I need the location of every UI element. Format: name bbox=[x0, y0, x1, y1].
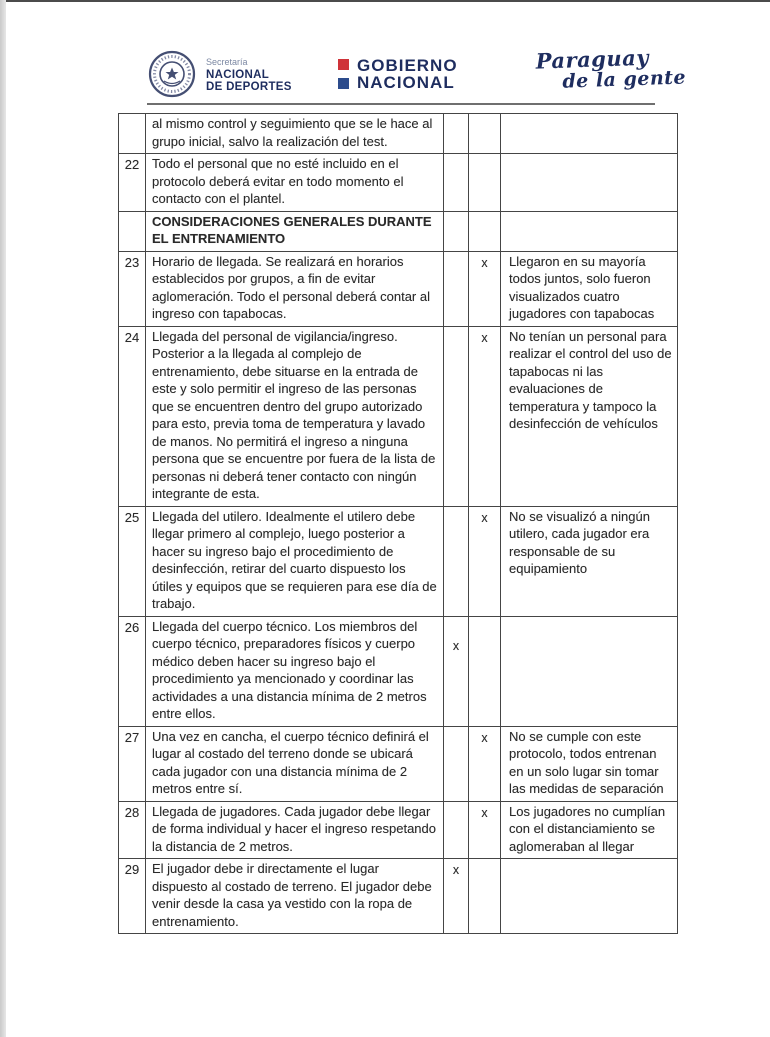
letterhead bbox=[0, 0, 770, 113]
header-divider-rule bbox=[147, 103, 655, 105]
row-observation bbox=[501, 211, 678, 251]
table-row bbox=[119, 726, 678, 801]
row-check-noncompliant: x bbox=[469, 801, 501, 859]
seal-secretaria-label: Secretaría bbox=[206, 56, 248, 67]
row-number bbox=[119, 211, 146, 251]
row-observation: No se visualizó a ningún utilero, cada jugador era responsable de su equipamiento bbox=[501, 506, 678, 616]
gobierno-nacional-logo bbox=[338, 57, 458, 91]
row-check-compliant bbox=[444, 326, 469, 506]
paraguay-de-la-gente-logo bbox=[535, 45, 686, 92]
row-check-compliant bbox=[444, 726, 469, 801]
table-row bbox=[119, 859, 678, 934]
scan-artifact-left-edge bbox=[0, 0, 6, 1037]
row-check-compliant: x bbox=[444, 616, 469, 726]
row-requirement-text: Una vez en cancha, el cuerpo técnico definirá el lugar al costado del terreno donde se ubicará cada jugador con una distancia mínima de 2 metros entre sí. bbox=[146, 726, 444, 801]
row-requirement-text: CONSIDERACIONES GENERALES DURANTE EL ENTRENAMIENTO bbox=[146, 211, 444, 251]
table-row bbox=[119, 506, 678, 616]
row-number: 23 bbox=[119, 251, 146, 326]
row-requirement-text: al mismo control y seguimiento que se le hace al grupo inicial, salvo la realización del test. bbox=[146, 114, 444, 154]
row-check-compliant bbox=[444, 211, 469, 251]
row-check-noncompliant bbox=[469, 616, 501, 726]
row-number: 26 bbox=[119, 616, 146, 726]
row-requirement-text: Llegada de jugadores. Cada jugador debe llegar de forma individual y hacer el ingreso respetando la distancia de 2 metros. bbox=[146, 801, 444, 859]
row-check-noncompliant bbox=[469, 859, 501, 934]
row-observation: No se cumple con este protocolo, todos entrenan en un solo lugar sin tomar las medidas de separación bbox=[501, 726, 678, 801]
row-requirement-text: Llegada del cuerpo técnico. Los miembros del cuerpo técnico, preparadores físicos y cuerpo médico deben hacer su ingreso bajo el procedimiento ya mencionado y coordinar las actividades a una distancia mínima de 2 metros entre ellos. bbox=[146, 616, 444, 726]
table-row bbox=[119, 326, 678, 506]
row-check-compliant bbox=[444, 114, 469, 154]
row-requirement-text: Horario de llegada. Se realizará en horarios establecidos por grupos, a fin de evitar aglomeración. Todo el personal deberá contar al ingreso con tapabocas. bbox=[146, 251, 444, 326]
table-row bbox=[119, 251, 678, 326]
row-check-noncompliant bbox=[469, 114, 501, 154]
row-number: 27 bbox=[119, 726, 146, 801]
row-observation bbox=[501, 114, 678, 154]
row-check-compliant bbox=[444, 154, 469, 212]
national-sports-secretariat-logo bbox=[148, 50, 292, 98]
row-number: 28 bbox=[119, 801, 146, 859]
row-check-compliant bbox=[444, 251, 469, 326]
seal-deportes-label: DE DEPORTES bbox=[206, 80, 292, 93]
row-observation: No tenían un personal para realizar el control del uso de tapabocas ni las evaluaciones de temperatura y tampoco la desinfección de vehículos bbox=[501, 326, 678, 506]
protocol-compliance-table bbox=[118, 113, 678, 934]
row-number: 29 bbox=[119, 859, 146, 934]
table-row bbox=[119, 154, 678, 212]
table-row bbox=[119, 211, 678, 251]
row-check-noncompliant: x bbox=[469, 251, 501, 326]
row-check-noncompliant: x bbox=[469, 726, 501, 801]
red-square-icon bbox=[338, 59, 349, 70]
table-row bbox=[119, 114, 678, 154]
row-check-compliant bbox=[444, 506, 469, 616]
paraguay-seal-icon bbox=[148, 50, 196, 98]
row-number: 25 bbox=[119, 506, 146, 616]
table-row bbox=[119, 801, 678, 859]
row-observation bbox=[501, 616, 678, 726]
table-row bbox=[119, 616, 678, 726]
row-check-compliant: x bbox=[444, 859, 469, 934]
slogan-line2: de la gente bbox=[562, 66, 687, 93]
blue-square-icon bbox=[338, 78, 349, 89]
row-number: 24 bbox=[119, 326, 146, 506]
row-check-compliant bbox=[444, 801, 469, 859]
row-observation bbox=[501, 154, 678, 212]
row-requirement-text: El jugador debe ir directamente el lugar dispuesto al costado de terreno. El jugador debe venir desde la casa ya vestido con la ropa de entrenamiento. bbox=[146, 859, 444, 934]
gobierno-label: GOBIERNO bbox=[357, 56, 458, 75]
slogan-line1: Paraguay bbox=[535, 44, 650, 74]
row-check-noncompliant: x bbox=[469, 506, 501, 616]
row-check-noncompliant bbox=[469, 211, 501, 251]
row-check-noncompliant: x bbox=[469, 326, 501, 506]
nacional-label: NACIONAL bbox=[357, 73, 455, 92]
row-number bbox=[119, 114, 146, 154]
row-number: 22 bbox=[119, 154, 146, 212]
row-requirement-text: Todo el personal que no esté incluido en el protocolo deberá evitar en todo momento el contacto con el plantel. bbox=[146, 154, 444, 212]
seal-nacional-label: NACIONAL bbox=[206, 68, 270, 81]
row-requirement-text: Llegada del personal de vigilancia/ingreso. Posterior a la llegada al complejo de entrenamiento, debe situarse en la entrada de este y solo permitir el ingreso de las personas que se encuentren dentro del grupo autorizado para esto, previa toma de temperatura y lavado de manos. No permitirá el ingreso a ninguna persona que se encuentre por fuera de la lista de personas ni deberá tener contacto con ningún integrante de esta. bbox=[146, 326, 444, 506]
row-observation: Llegaron en su mayoría todos juntos, solo fueron visualizados cuatro jugadores con tapabocas bbox=[501, 251, 678, 326]
row-check-noncompliant bbox=[469, 154, 501, 212]
row-requirement-text: Llegada del utilero. Idealmente el utilero debe llegar primero al complejo, luego posterior a hacer su ingreso bajo el procedimiento de desinfección, retirar del cuarto dispuesto los útiles y equipos que se requieren para ese día de trabajo. bbox=[146, 506, 444, 616]
row-observation: Los jugadores no cumplían con el distanciamiento se aglomeraban al llegar bbox=[501, 801, 678, 859]
row-observation bbox=[501, 859, 678, 934]
